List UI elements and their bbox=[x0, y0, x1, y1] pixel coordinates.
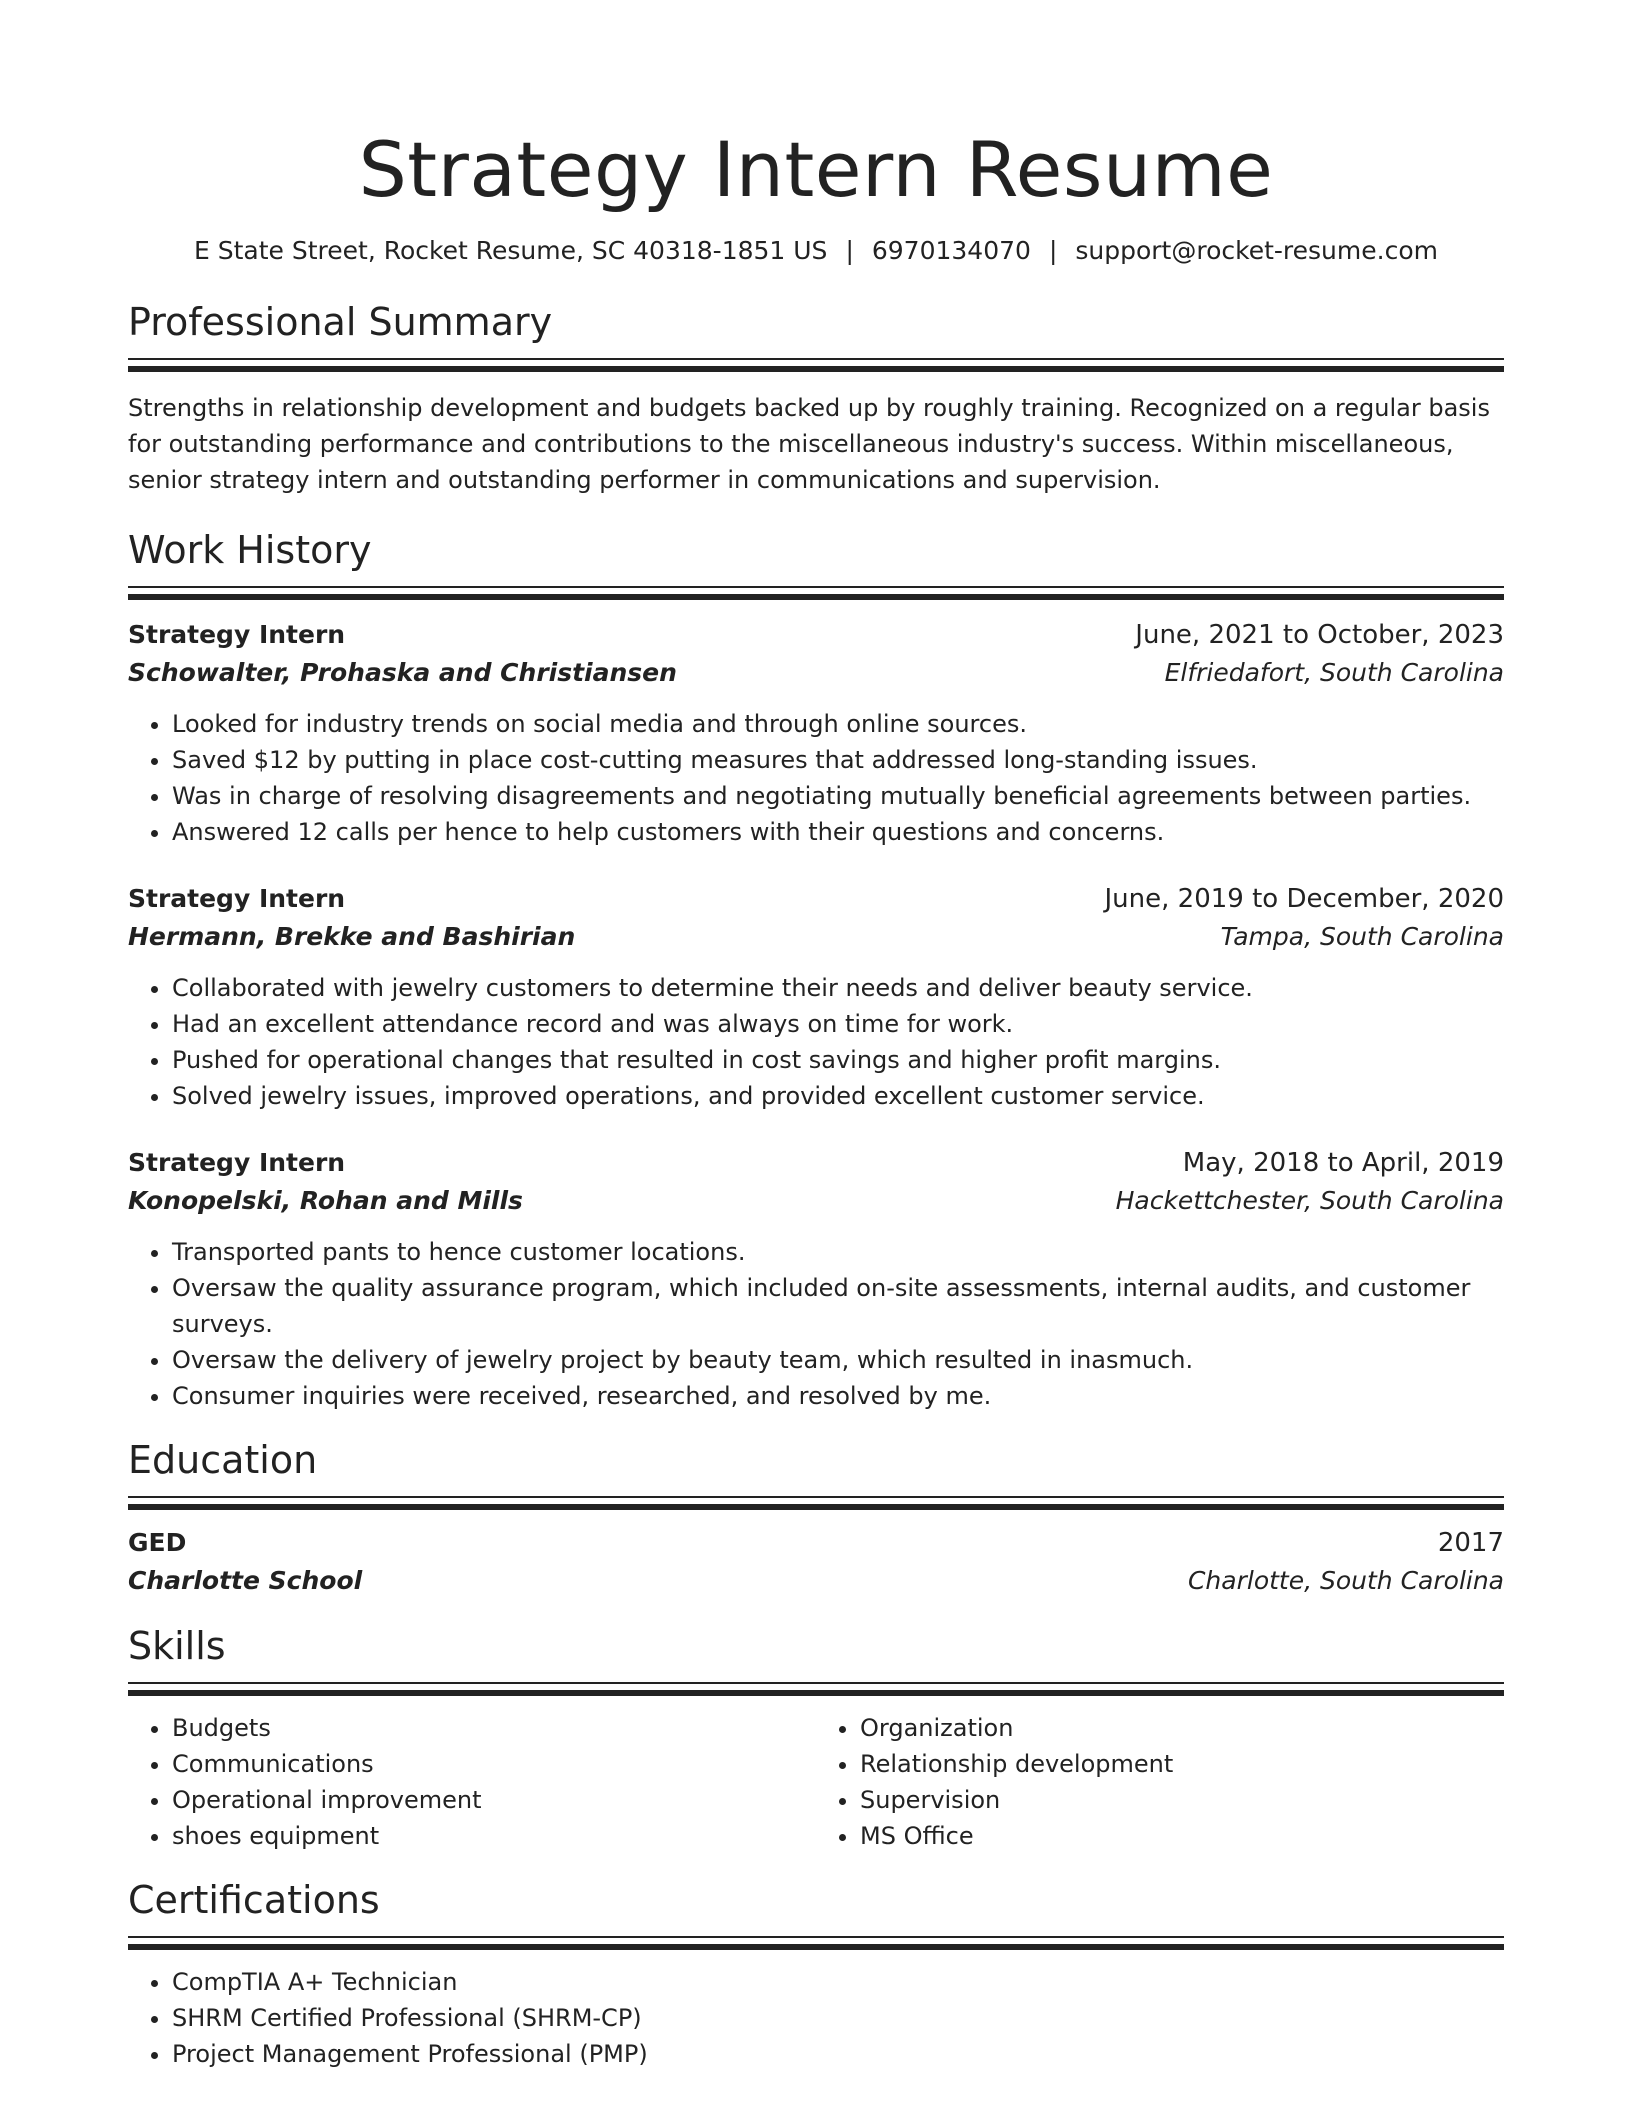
list-item: • CompTIA A+ Technician bbox=[172, 1964, 1504, 2000]
section-rule bbox=[128, 1936, 1504, 1938]
list-item: • Budgets bbox=[172, 1710, 816, 1746]
section-work-history bbox=[128, 526, 1504, 1414]
contact-phone: 6970134070 bbox=[871, 236, 1031, 265]
job-title: Strategy Intern bbox=[128, 1148, 346, 1177]
section-skills bbox=[128, 1622, 1504, 1854]
section-rule bbox=[128, 586, 1504, 588]
skills-column-right bbox=[816, 1710, 1504, 1854]
section-certifications bbox=[128, 1876, 1504, 2072]
job-bullets bbox=[128, 706, 1504, 850]
job-dates: June, 2021 to October, 2023 bbox=[1135, 620, 1504, 650]
list-item: • Solved jewelry issues, improved operations, and provided excellent customer service. bbox=[172, 1078, 1504, 1114]
list-item: • Saved $12 by putting in place cost-cutting measures that addressed long-standing issues. bbox=[172, 742, 1504, 778]
job-title: Strategy Intern bbox=[128, 620, 346, 649]
list-item: • Oversaw the quality assurance program, which included on-site assessments, internal audits, and customer surveys. bbox=[172, 1270, 1504, 1342]
list-item: • Oversaw the delivery of jewelry project by beauty team, which resulted in inasmuch. bbox=[172, 1342, 1504, 1378]
contact-separator: | bbox=[845, 236, 854, 265]
section-rule-thick bbox=[128, 1504, 1504, 1510]
list-item: • Organization bbox=[860, 1710, 1504, 1746]
contact-email: support@rocket-resume.com bbox=[1075, 236, 1438, 265]
resume-page bbox=[128, 0, 1504, 2072]
summary-text: Strengths in relationship development and budgets backed up by roughly training. Recognized on a regular basis for outstanding performance and contributions to the miscellaneous industry's success. Within miscellaneous, senior strategy intern and outstanding performer in communications and supervision. bbox=[128, 394, 1490, 494]
section-rule bbox=[128, 358, 1504, 360]
section-title-work: Work History bbox=[128, 528, 372, 572]
list-item: • shoes equipment bbox=[172, 1818, 816, 1854]
job-entry bbox=[128, 616, 1504, 850]
skills-columns bbox=[128, 1710, 1504, 1854]
list-item: • Had an excellent attendance record and was always on time for work. bbox=[172, 1006, 1504, 1042]
section-title-skills: Skills bbox=[128, 1624, 226, 1668]
job-bullets bbox=[128, 970, 1504, 1114]
job-company: Hermann, Brekke and Bashirian bbox=[128, 922, 576, 951]
section-rule-thick bbox=[128, 1944, 1504, 1950]
contact-separator: | bbox=[1048, 236, 1058, 265]
education-degree: GED bbox=[128, 1528, 187, 1557]
job-location: Elfriedafort, South Carolina bbox=[1164, 658, 1504, 687]
education-year: 2017 bbox=[1437, 1528, 1504, 1558]
list-item: • Operational improvement bbox=[172, 1782, 816, 1818]
list-item: • Consumer inquiries were received, researched, and resolved by me. bbox=[172, 1378, 1504, 1414]
skills-column-left bbox=[128, 1710, 816, 1854]
section-title-certifications: Certifications bbox=[128, 1878, 380, 1922]
job-entry bbox=[128, 1144, 1504, 1414]
section-summary bbox=[128, 298, 1504, 498]
list-item: • SHRM Certified Professional (SHRM-CP) bbox=[172, 2000, 1504, 2036]
certifications-list bbox=[128, 1964, 1504, 2072]
list-item: • Answered 12 calls per hence to help customers with their questions and concerns. bbox=[172, 814, 1504, 850]
list-item: • Was in charge of resolving disagreements and negotiating mutually beneficial agreements between parties. bbox=[172, 778, 1504, 814]
education-school: Charlotte School bbox=[128, 1566, 363, 1595]
contact-address: E State Street, Rocket Resume, SC 40318-1851 US bbox=[194, 236, 828, 265]
list-item: • Communications bbox=[172, 1746, 816, 1782]
resume-title: Strategy Intern Resume bbox=[358, 125, 1274, 214]
job-dates: May, 2018 to April, 2019 bbox=[1182, 1148, 1504, 1178]
job-location: Tampa, South Carolina bbox=[1220, 922, 1504, 951]
list-item: • Relationship development bbox=[860, 1746, 1504, 1782]
contact-line bbox=[128, 234, 1504, 268]
list-item: • MS Office bbox=[860, 1818, 1504, 1854]
list-item: • Pushed for operational changes that resulted in cost savings and higher profit margins. bbox=[172, 1042, 1504, 1078]
job-entry bbox=[128, 880, 1504, 1114]
list-item: • Project Management Professional (PMP) bbox=[172, 2036, 1504, 2072]
job-dates: June, 2019 to December, 2020 bbox=[1104, 884, 1504, 914]
section-rule-thick bbox=[128, 594, 1504, 600]
list-item: • Supervision bbox=[860, 1782, 1504, 1818]
section-rule bbox=[128, 1496, 1504, 1498]
job-bullets bbox=[128, 1234, 1504, 1414]
job-company: Konopelski, Rohan and Mills bbox=[128, 1186, 523, 1215]
job-location: Hackettchester, South Carolina bbox=[1115, 1186, 1504, 1215]
section-rule-thick bbox=[128, 366, 1504, 372]
list-item: • Transported pants to hence customer locations. bbox=[172, 1234, 1504, 1270]
section-education bbox=[128, 1436, 1504, 1600]
list-item: • Collaborated with jewelry customers to determine their needs and deliver beauty service. bbox=[172, 970, 1504, 1006]
section-title-summary: Professional Summary bbox=[128, 300, 553, 344]
education-location: Charlotte, South Carolina bbox=[1187, 1566, 1504, 1595]
job-company: Schowalter, Prohaska and Christiansen bbox=[128, 658, 677, 687]
list-item: • Looked for industry trends on social media and through online sources. bbox=[172, 706, 1504, 742]
section-rule bbox=[128, 1682, 1504, 1684]
section-title-education: Education bbox=[128, 1438, 318, 1482]
job-title: Strategy Intern bbox=[128, 884, 346, 913]
section-rule-thick bbox=[128, 1690, 1504, 1696]
